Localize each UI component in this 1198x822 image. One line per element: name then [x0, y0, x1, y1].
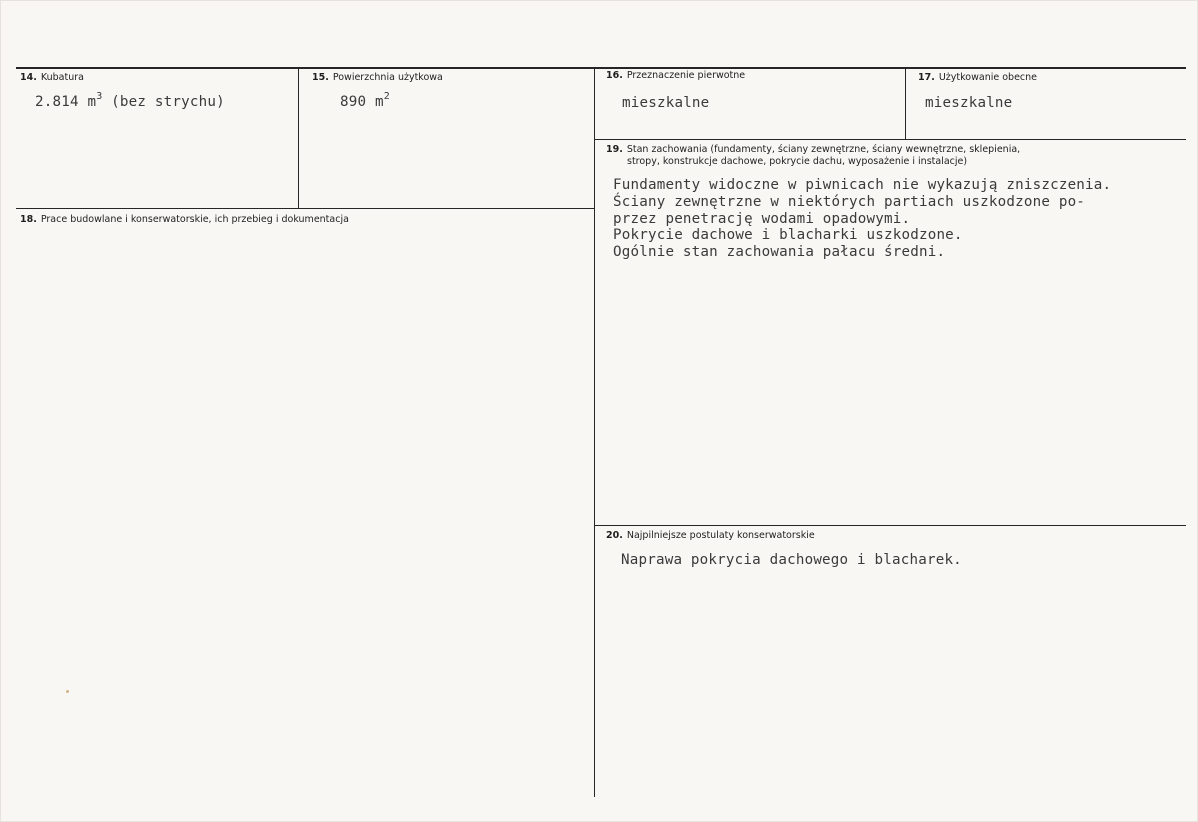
paper-fleck [66, 690, 69, 693]
field-15-value-exponent: 2 [383, 91, 390, 102]
rule-above-20 [595, 525, 1186, 526]
field-20-title: Najpilniejsze postulaty konserwatorskie [626, 530, 815, 541]
field-14-label [20, 72, 84, 84]
field-14-value [35, 91, 225, 110]
field-15-number: 15. [312, 72, 329, 83]
field-17-value: mieszkalne [925, 95, 1013, 111]
field-20-number: 20. [606, 530, 623, 541]
field-18-label [20, 214, 349, 226]
field-18-title: Prace budowlane i konserwatorskie, ich przebieg i dokumentacja [40, 214, 349, 225]
field-19-title-1: Stan zachowania (fundamenty, ściany zewnętrzne, ściany wewnętrzne, sklepienia, [626, 144, 1021, 155]
field-19-label-line-1 [606, 144, 1020, 156]
field-19-text-line: Ściany zewnętrzne w niektórych partiach uszkodzone po- [613, 193, 1086, 210]
field-19-text [613, 177, 1111, 261]
rule-above-19 [595, 139, 1186, 140]
top-rule [16, 67, 1186, 69]
divider-16-17 [905, 68, 906, 139]
field-14-value-exponent: 3 [96, 91, 103, 102]
field-15-title: Powierzchnia użytkowa [332, 72, 443, 83]
field-15-value [340, 91, 390, 110]
field-20-value: Naprawa pokrycia dachowego i blacharek. [621, 552, 962, 568]
field-14-title: Kubatura [40, 72, 84, 83]
main-vertical-divider [594, 68, 595, 797]
field-16-label [606, 70, 745, 82]
divider-14-15 [298, 68, 299, 208]
field-16-title: Przeznaczenie pierwotne [626, 70, 746, 81]
field-17-title: Użytkowanie obecne [938, 72, 1037, 83]
field-14-number: 14. [20, 72, 37, 83]
field-15-value-number: 890 m [340, 94, 384, 110]
field-19-number: 19. [606, 144, 623, 155]
field-19-text-line: Fundamenty widoczne w piwnicach nie wykazują zniszczenia. [613, 177, 1112, 193]
field-15-label [312, 72, 443, 84]
field-19-text-line: Pokrycie dachowe i blacharki uszkodzone. [613, 227, 963, 244]
field-14-value-note: (bez strychu) [102, 94, 225, 110]
field-20-label [606, 530, 815, 542]
field-19-label [606, 144, 1020, 168]
field-16-value: mieszkalne [622, 95, 710, 111]
field-16-number: 16. [606, 70, 623, 81]
field-18-number: 18. [20, 214, 37, 225]
field-19-text-line: przez penetrację wodami opadowymi. [613, 210, 911, 227]
field-17-number: 17. [918, 72, 935, 83]
field-14-value-number: 2.814 m [35, 94, 97, 110]
field-19-label-line-2: stropy, konstrukcje dachowe, pokrycie dachu, wyposażenie i instalacje) [627, 156, 968, 167]
field-17-label [918, 72, 1037, 84]
field-19-text-line: Ogólnie stan zachowania pałacu średni. [613, 244, 946, 261]
rule-above-18 [16, 208, 595, 209]
